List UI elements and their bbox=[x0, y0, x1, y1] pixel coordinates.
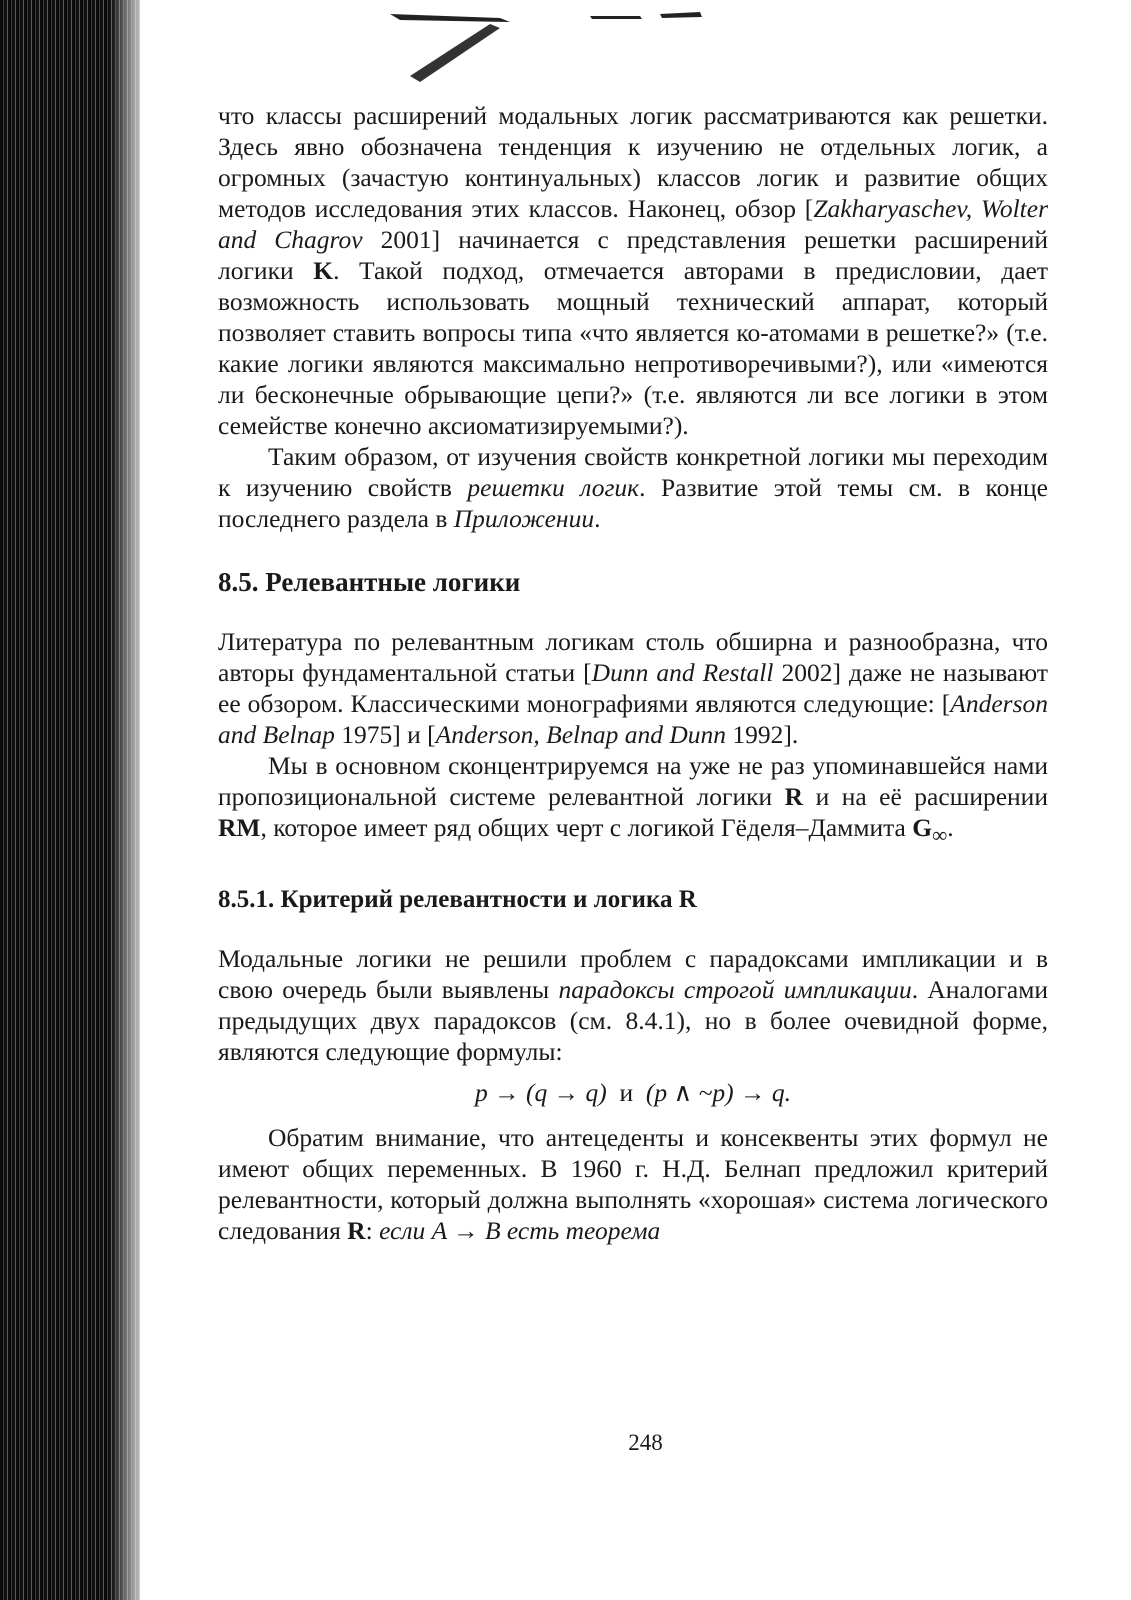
logic-g-subscript: ∞ bbox=[932, 823, 948, 848]
page-content bbox=[218, 100, 1048, 1246]
p3-citation-2: Anderson and Belnap bbox=[218, 689, 1048, 749]
p3-text-a: Литература по релевантным логикам столь обширна и разнообразна, что авторы фундаментальной статьи [ bbox=[218, 627, 1048, 687]
p4-text-a: Мы в основном сконцентрируемся на уже не раз упоминавшейся нами пропозициональной системе релевантной логики bbox=[218, 751, 1048, 811]
p3-citation-1: Dunn and Restall bbox=[591, 658, 774, 687]
p1-citation-year: 2001] начинается с представления решетки расширений логики bbox=[218, 225, 1048, 285]
paragraph-6 bbox=[218, 1122, 1048, 1246]
p5-text-a: Модальные логики не решили проблем с парадоксами импликации и в свою очередь были выявлены bbox=[218, 944, 1048, 1005]
p3-text-c: 1975] и [ bbox=[334, 720, 436, 749]
formula-left: p → (q → q) bbox=[475, 1078, 607, 1108]
p3-text-d: 1992]. bbox=[726, 720, 799, 749]
p4-text-b: и на её расширении bbox=[803, 782, 1048, 811]
spine-fade bbox=[110, 0, 150, 1600]
logic-r: R bbox=[784, 782, 804, 811]
section-heading: 8.5. Релевантные логики bbox=[218, 567, 521, 597]
paragraph-2 bbox=[218, 441, 1048, 534]
p6-text-b: : bbox=[365, 1216, 380, 1246]
p2-text-c: . bbox=[594, 504, 601, 533]
logic-g: G bbox=[912, 813, 933, 842]
formula bbox=[218, 1077, 1048, 1108]
paragraph-4 bbox=[218, 750, 1048, 851]
p5-text-b: . Аналогами предыдущих двух парадоксов (см. 8.4.1), но в более очевидной форме, являются следующие формулы: bbox=[218, 975, 1049, 1067]
paragraph-3 bbox=[218, 626, 1048, 750]
p6-logic-r: R bbox=[347, 1216, 366, 1246]
page-number: 248 bbox=[628, 1430, 663, 1455]
p6-emphasis: если A → B есть теорема bbox=[379, 1216, 661, 1246]
p2-emphasis-2: Приложении bbox=[453, 504, 595, 533]
p1-citation: Zakharyaschev, Wolter and Chagrov bbox=[218, 194, 1048, 254]
formula-conjunction: и bbox=[619, 1078, 634, 1108]
p2-text-b: . Развитие этой темы см. в конце последнего раздела в bbox=[218, 473, 1048, 533]
p5-emphasis: парадоксы строгой импликации bbox=[558, 975, 912, 1005]
p1-text: что классы расширений модальных логик рассматриваются как решетки. Здесь явно обозначена тенденция к изучению не отдельных логик, а огромных (зачастую континуальных) классов логик и развитие общих методов исследования этих классов. Наконец, обзор [ bbox=[218, 101, 1048, 223]
p3-text-b: 2002] даже не называют ее обзором. Классическими монографиями являются следующие: [ bbox=[218, 658, 1048, 718]
logic-k: K bbox=[313, 256, 334, 285]
paragraph-5 bbox=[218, 943, 1048, 1067]
subsection-heading: 8.5.1. Критерий релевантности и логика R bbox=[218, 886, 697, 914]
logic-rm: RM bbox=[218, 813, 261, 842]
p2-emphasis-1: решетки логик bbox=[467, 473, 640, 502]
paragraph-1 bbox=[218, 100, 1048, 441]
p3-citation-3: Anderson, Belnap and Dunn bbox=[435, 720, 727, 749]
p2-text-a: Таким образом, от изучения свойств конкретной логики мы переходим к изучению свойств bbox=[218, 442, 1048, 502]
p1-rest: . Такой подход, отмечается авторами в предисловии, дает возможность использовать мощный технический аппарат, который позволяет ставить вопросы типа «что является ко-атомами в решетке?» (т.е. какие логики являются максимально непротиворечивыми?), или «имеются ли бесконечные обрывающие цепи?» (т.е. являются ли все логики в этом семействе конечно аксиоматизируемыми?). bbox=[218, 256, 1048, 440]
p4-text-c: , которое имеет ряд общих черт с логикой Гёделя–Даммита bbox=[260, 813, 913, 842]
scan-artifact-mark bbox=[380, 6, 710, 86]
p4-text-d: . bbox=[947, 813, 954, 842]
p6-text-a: Обратим внимание, что антецеденты и консеквенты этих формул не имеют общих переменных. В 1960 г. Н.Д. Белнап предложил критерий релевантности, который должна выполнять «хорошая» система логического следования bbox=[218, 1123, 1048, 1246]
formula-right: (p ∧ ~p) → q. bbox=[645, 1078, 791, 1108]
